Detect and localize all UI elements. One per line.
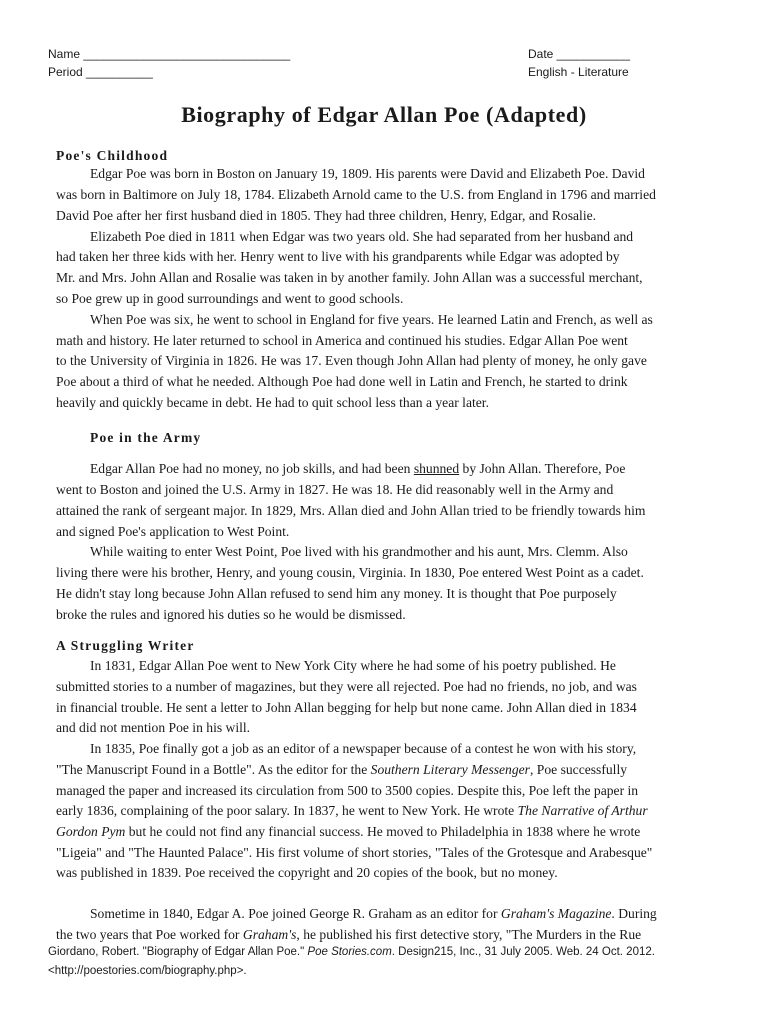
italic-title: The Narrative of Arthur (517, 803, 648, 818)
text-run: early 1836, complaining of the poor salary. In 1837, he went to New York. He wrote (56, 803, 518, 818)
course-label: English - Literature (528, 65, 629, 79)
text-line (90, 906, 720, 922)
text-line: was born in Baltimore on July 18, 1784. Elizabeth Arnold came to the U.S. from England in 1796 and married (56, 187, 656, 202)
text-line: went to Boston and joined the U.S. Army in 1827. He was 18. He did reasonably well in the Army and (56, 482, 614, 497)
vocabulary-word: shunned (413, 461, 460, 476)
text-line: Edgar Poe was born in Boston on January 19, 1809. His parents were David and Elizabeth Poe. David (90, 166, 645, 181)
page-title: Biography of Edgar Allan Poe (Adapted) (181, 102, 587, 127)
text-line: In 1835, Poe finally got a job as an editor of a newspaper because of a contest he won with his story, (90, 741, 637, 756)
text-line: heavily and quickly became in debt. He had to quit school less than a year later. (56, 395, 489, 410)
section-heading-writer: A Struggling Writer (56, 638, 195, 653)
citation-url: <http://poestories.com/biography.php>. (48, 965, 247, 977)
name-field: Name _______________________________ (48, 47, 291, 61)
text-line: While waiting to enter West Point, Poe lived with his grandmother and his aunt, Mrs. Clemm. Also (90, 544, 628, 559)
text-line: broke the rules and ignored his duties so he would be dismissed. (56, 607, 406, 622)
text-line: He didn't stay long because John Allan refused to send him any money. It is thought that Poe purposely (56, 586, 617, 601)
citation-line (48, 945, 655, 959)
text-run: . During (611, 906, 657, 921)
text-line: had taken her three kids with her. Henry went to live with his grandparents while Edgar was adopted by (56, 249, 620, 264)
text-line: living there were his brother, Henry, and young cousin, Virginia. In 1830, Poe entered West Point as a cadet. (56, 565, 644, 580)
text-line: attained the rank of sergeant major. In 1829, Mrs. Allan died and John Allan tried to be friendly towards him (56, 503, 646, 518)
text-run: Sometime in 1840, Edgar A. Poe joined George R. Graham as an editor for (90, 906, 501, 921)
text-line: Elizabeth Poe died in 1811 when Edgar was two years old. She had separated from her husband and (90, 229, 634, 244)
text-line: was published in 1839. Poe received the copyright and 20 copies of the book, but no money. (56, 865, 558, 880)
text-line (56, 927, 720, 943)
text-run: the two years that Poe worked for (56, 927, 243, 942)
citation-text: Giordano, Robert. "Biography of Edgar Allan Poe." (48, 946, 308, 958)
text-line: and did not mention Poe in his will. (56, 720, 251, 735)
text-run: "The Manuscript Found in a Bottle". As the editor for the (56, 762, 371, 777)
italic-title: Graham's (242, 927, 297, 942)
italic-title: Graham's Magazine (500, 906, 612, 921)
text-run: but he could not find any financial success. He moved to Philadelphia in 1838 where he wrote (125, 824, 641, 839)
text-line: David Poe after her first husband died in 1805. They had three children, Henry, Edgar, and Rosalie. (56, 208, 597, 223)
text-line: Mr. and Mrs. John Allan and Rosalie was taken in by another family. John Allan was a successful merchant, (56, 270, 643, 285)
text-line: and signed Poe's application to West Point. (56, 524, 290, 539)
text-line: Poe about a third of what he needed. Although Poe had done well in Latin and French, he started to drink (56, 374, 628, 389)
text-line (56, 824, 720, 840)
text-line (56, 803, 720, 819)
text-line: managed the paper and increased its circulation from 500 to 3500 copies. Despite this, Poe left the paper in (56, 783, 639, 798)
text-line (56, 762, 720, 778)
text-run: Edgar Allan Poe had no money, no job skills, and had been (90, 461, 414, 476)
text-line: to the University of Virginia in 1826. He was 17. Even though John Allan had plenty of money, he only gave (56, 353, 647, 368)
text-line (90, 461, 720, 477)
section-heading-childhood: Poe's Childhood (56, 148, 169, 163)
citation-source: Poe Stories.com (307, 946, 392, 958)
italic-title: Southern Literary Messenger (370, 762, 530, 777)
date-field: Date ___________ (528, 47, 631, 61)
italic-title: Gordon Pym (56, 824, 126, 839)
text-run: by John Allan. Therefore, Poe (459, 461, 626, 476)
section-heading-army: Poe in the Army (90, 430, 202, 445)
text-line: submitted stories to a number of magazines, but they were all rejected. Poe had no friends, no job, and was (56, 679, 637, 694)
period-field: Period __________ (48, 65, 153, 79)
text-line: in financial trouble. He sent a letter to John Allan begging for help but none came. John Allan died in 1834 (56, 700, 637, 715)
text-run: , Poe successfully (529, 762, 628, 777)
text-line: math and history. He later returned to school in America and continued his studies. Edgar Allan Poe went (56, 333, 628, 348)
citation-text: . Design215, Inc., 31 July 2005. Web. 24 Oct. 2012. (391, 946, 655, 958)
text-line: In 1831, Edgar Allan Poe went to New York City where he had some of his poetry published. He (90, 658, 616, 673)
text-line: "Ligeia" and "The Haunted Palace". His first volume of short stories, "Tales of the Grotesque and Arabesque" (56, 845, 653, 860)
text-line: When Poe was six, he went to school in England for five years. He learned Latin and French, as well as (90, 312, 653, 327)
text-run: , he published his first detective story, "The Murders in the Rue (296, 927, 642, 942)
text-line: so Poe grew up in good surroundings and went to good schools. (56, 291, 404, 306)
